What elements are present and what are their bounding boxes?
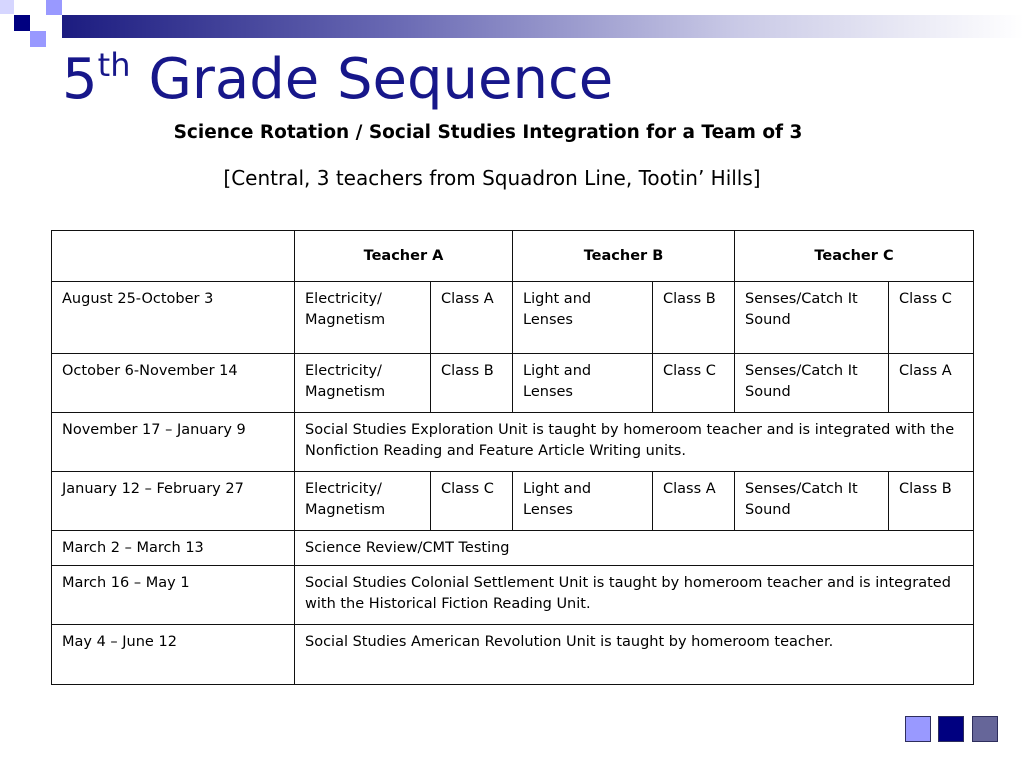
title-text: Grade Sequence [148, 47, 614, 112]
date-range-cell: November 17 – January 9 [52, 413, 295, 472]
header-teacher-c: Teacher C [735, 231, 974, 282]
date-range-cell: January 12 – February 27 [52, 472, 295, 531]
decor-square-lavender [30, 31, 46, 47]
decor-square-light [0, 0, 14, 14]
schedule-row [52, 566, 974, 625]
merged-activity-cell: Social Studies American Revolution Unit is taught by homeroom teacher. [295, 625, 974, 685]
teacher-a-class-cell: Class B [431, 354, 513, 413]
schedule-row [52, 413, 974, 472]
merged-activity-cell: Science Review/CMT Testing [295, 531, 974, 566]
teacher-b-subject-cell: Light and Lenses [513, 354, 653, 413]
schedule-table [51, 230, 974, 685]
schedule-row [52, 531, 974, 566]
date-range-cell: March 2 – March 13 [52, 531, 295, 566]
teacher-c-subject-cell: Senses/Catch It Sound [735, 354, 889, 413]
teacher-b-class-cell: Class A [653, 472, 735, 531]
decor-square-navy [14, 15, 30, 31]
teacher-c-class-cell: Class B [889, 472, 974, 531]
schedule-row [52, 282, 974, 354]
slide-subtitle: Science Rotation / Social Studies Integration for a Team of 3 [173, 122, 803, 143]
title-ordinal-suffix: th [97, 46, 131, 84]
teacher-a-class-cell: Class A [431, 282, 513, 354]
header-teacher-b: Teacher B [513, 231, 735, 282]
merged-activity-cell: Social Studies Colonial Settlement Unit is taught by homeroom teacher and is integrated with the Historical Fiction Reading Unit. [295, 566, 974, 625]
schedule-row [52, 472, 974, 531]
teacher-b-subject-cell: Light and Lenses [513, 472, 653, 531]
slide-title [62, 47, 613, 120]
schedule-row [52, 354, 974, 413]
teacher-c-subject-cell: Senses/Catch It Sound [735, 472, 889, 531]
teacher-a-subject-cell: Electricity/ Magnetism [295, 282, 431, 354]
decor-gradient-bar [62, 15, 1024, 38]
date-range-cell: May 4 – June 12 [52, 625, 295, 685]
date-range-cell: August 25-October 3 [52, 282, 295, 354]
teacher-a-subject-cell: Electricity/ Magnetism [295, 354, 431, 413]
teacher-a-subject-cell: Electricity/ Magnetism [295, 472, 431, 531]
slide-note: [Central, 3 teachers from Squadron Line, Tootin’ Hills] [223, 166, 761, 190]
date-range-cell: March 16 – May 1 [52, 566, 295, 625]
teacher-a-class-cell: Class C [431, 472, 513, 531]
schedule-row [52, 625, 974, 685]
decor-square-lavender [46, 0, 62, 15]
teacher-b-subject-cell: Light and Lenses [513, 282, 653, 354]
teacher-b-class-cell: Class C [653, 354, 735, 413]
decor-footer-square-slate [972, 716, 998, 742]
blank-header-cell [52, 231, 295, 282]
merged-activity-cell: Social Studies Exploration Unit is taught by homeroom teacher and is integrated with the Nonfiction Reading and Feature Article Writing units. [295, 413, 974, 472]
header-teacher-a: Teacher A [295, 231, 513, 282]
title-number: 5 [62, 47, 98, 112]
date-range-cell: October 6-November 14 [52, 354, 295, 413]
teacher-c-subject-cell: Senses/Catch It Sound [735, 282, 889, 354]
teacher-c-class-cell: Class C [889, 282, 974, 354]
header-row [52, 231, 974, 282]
decor-footer-square-navy [938, 716, 964, 742]
decor-footer-square-lavender [905, 716, 931, 742]
teacher-c-class-cell: Class A [889, 354, 974, 413]
teacher-b-class-cell: Class B [653, 282, 735, 354]
